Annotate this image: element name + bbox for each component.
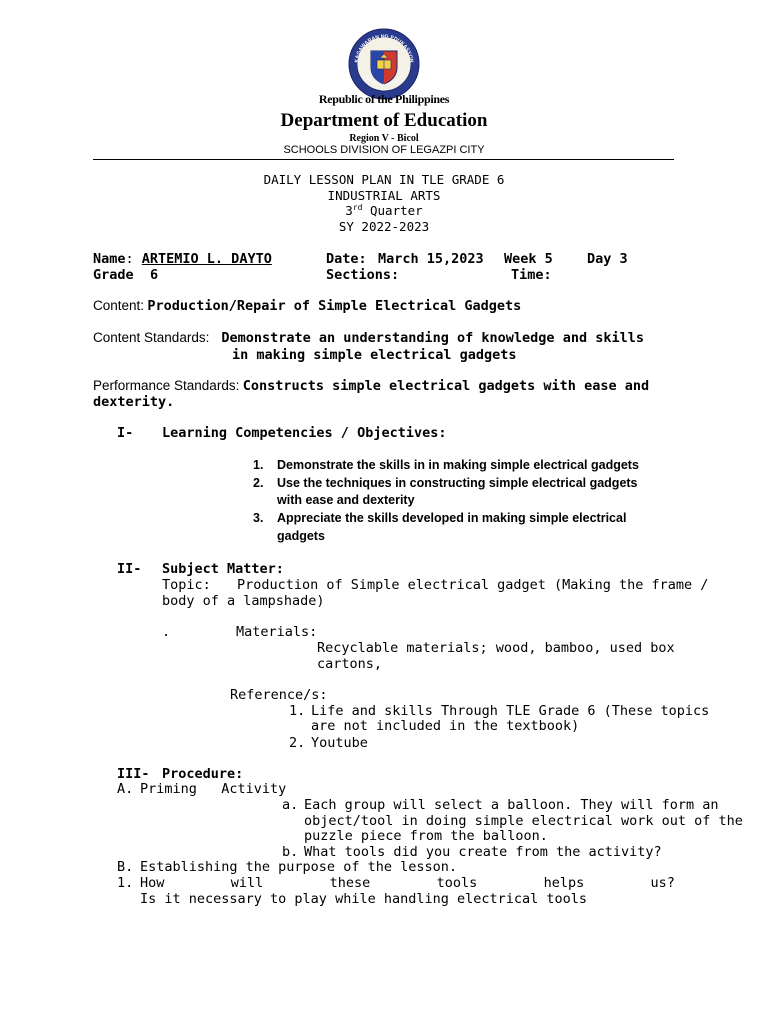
question-1-word: How [140, 875, 165, 891]
materials-dot: . [162, 624, 171, 640]
teacher-name: ARTEMIO L. DAYTO [141, 251, 272, 267]
performance-standards-label: Performance Standards: [93, 378, 240, 393]
quarter-superscript: rd [352, 203, 363, 212]
performance-standards-text1: Constructs simple electrical gadgets with ease and [242, 378, 650, 394]
reference-1-text1: Life and skills Through TLE Grade 6 (These topics [311, 703, 710, 719]
content-standards-line1 [93, 330, 644, 346]
section1-heading: Learning Competencies / Objectives: [162, 425, 447, 441]
activity-b-text: What tools did you create from the activity? [304, 844, 662, 860]
division-text: SCHOOLS DIVISION OF LEGAZPI CITY [283, 144, 485, 156]
reference-label: Reference/s: [230, 687, 328, 703]
seal-arc-top-text: KAGAWARAN NG EDUKASYON [353, 33, 415, 64]
step-b-label: B. [117, 859, 134, 875]
content-line [93, 298, 521, 314]
objective-3-text2: gadgets [277, 529, 325, 543]
objective-3-text1: Appreciate the skills developed in making simple electrical [277, 511, 627, 525]
quarter-line [0, 203, 768, 218]
activity-a-num: a. [282, 797, 299, 813]
week-value: Week 5 [504, 251, 553, 267]
step-b-text: Establishing the purpose of the lesson. [140, 859, 457, 875]
materials-text2: cartons, [317, 656, 383, 672]
seal-arc-bottom-text: REPUBLIKA NG PILIPINAS [363, 74, 405, 88]
name-label: Name [93, 251, 126, 267]
section3-heading: Procedure: [162, 766, 244, 782]
school-year: SY 2022-2023 [338, 219, 430, 234]
section2-heading: Subject Matter: [162, 561, 284, 577]
objective-2-text1: Use the techniques in constructing simple electrical gadgets [277, 476, 638, 490]
day-value: Day 3 [587, 251, 628, 267]
department-title: Department of Education [280, 110, 488, 131]
content-standards-label: Content Standards: [93, 330, 210, 345]
objective-1-num: 1. [253, 458, 264, 472]
question-1-word: helps [543, 875, 585, 891]
reference-2-text: Youtube [311, 735, 368, 751]
reference-1-num: 1. [289, 703, 306, 719]
topic-label: Topic: [162, 577, 211, 593]
deped-seal-logo [347, 27, 421, 101]
subject-title: INDUSTRIAL ARTS [327, 188, 441, 203]
question-1-num: 1. [117, 875, 134, 891]
activity-a-text1: Each group will select a balloon. They will form an [304, 797, 719, 813]
question-1-word: will [230, 875, 264, 891]
question-1-line2: Is it necessary to play while handling electrical tools [140, 891, 588, 907]
time-label: Time: [511, 267, 552, 283]
content-value: Production/Repair of Simple Electrical Gadgets [147, 298, 522, 314]
step-a-text: Priming Activity [140, 781, 287, 797]
objective-2-text2: with ease and dexterity [277, 493, 415, 507]
objective-2-num: 2. [253, 476, 264, 490]
grade-value: 6 [150, 267, 159, 283]
reference-1-text2: are not included in the textbook) [311, 718, 580, 734]
question-1-line1 [140, 875, 675, 891]
objective-1-text: Demonstrate the skills in in making simple electrical gadgets [277, 458, 639, 472]
step-a-label: A. [117, 781, 134, 797]
date-label: Date: [326, 251, 367, 267]
header-divider [93, 159, 674, 160]
question-1-word: tools [436, 875, 478, 891]
content-standards-text1: Demonstrate an understanding of knowledge and skills [221, 330, 644, 346]
topic-text2: body of a lampshade) [162, 593, 325, 609]
activity-b-num: b. [282, 844, 299, 860]
name-colon: : [125, 251, 142, 267]
content-label: Content: [93, 298, 145, 313]
materials-text1: Recyclable materials; wood, bamboo, used box [317, 640, 675, 656]
content-standards-text2: in making simple electrical gadgets [232, 347, 517, 363]
objective-3-num: 3. [253, 511, 264, 525]
sections-label: Sections: [326, 267, 400, 283]
grade-label: Grade [93, 267, 134, 283]
section2-numeral: II- [117, 561, 142, 577]
question-1-word: these [329, 875, 371, 891]
lesson-plan-title: DAILY LESSON PLAN IN TLE GRADE 6 [263, 172, 505, 187]
materials-label: Materials: [236, 624, 318, 640]
question-1-word: us? [650, 875, 675, 891]
name-field [93, 251, 272, 267]
topic-text1: Production of Simple electrical gadget (Making the frame / [237, 577, 709, 593]
quarter-word: Quarter [362, 203, 423, 219]
activity-a-text3: puzzle piece from the balloon. [304, 828, 548, 844]
reference-2-num: 2. [289, 735, 306, 751]
quarter-number: 3 [345, 203, 353, 219]
section3-numeral: III- [117, 766, 150, 782]
performance-standards-line1 [93, 378, 649, 394]
date-value: March 15,2023 [378, 251, 484, 267]
republic-text: Republic of the Philippines [318, 92, 450, 106]
performance-standards-text2: dexterity. [93, 394, 175, 410]
activity-a-text2: object/tool in doing simple electrical work out of the [304, 813, 743, 829]
section1-numeral: I- [117, 425, 134, 441]
region-text: Region V - Bicol [349, 133, 419, 144]
